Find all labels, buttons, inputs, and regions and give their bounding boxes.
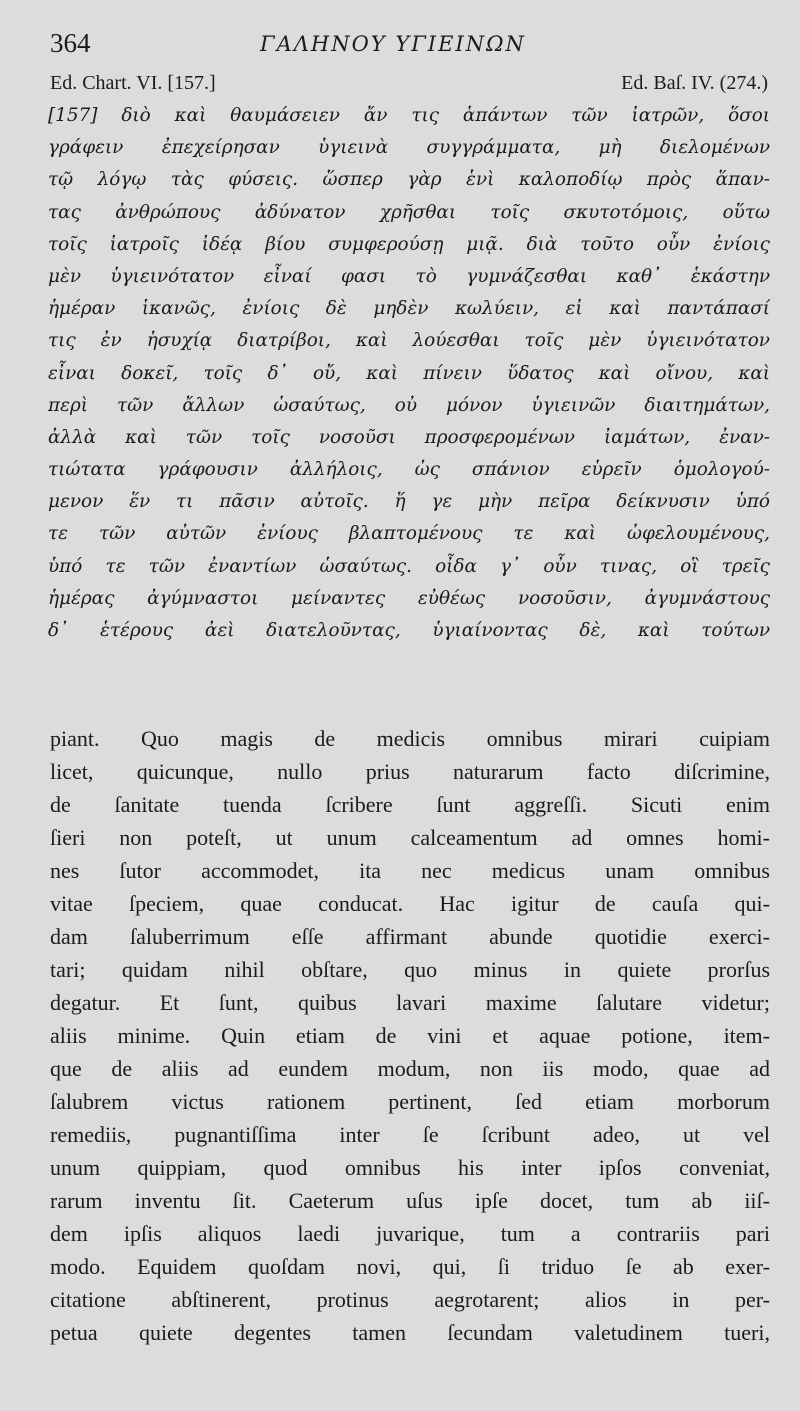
latin-text-line: licet, quicunque, nullo prius naturarum facto diſcrimine,: [50, 759, 770, 784]
greek-text-line: τε τῶν αὐτῶν ἐνίους βλαπτομένους τε καὶ ὠφελουμένους,: [48, 523, 770, 545]
greek-text-line: ἡμέρας ἀγύμναστοι μείναντες εὐθέως νοσοῦσιν, ἀγυμνάστους: [48, 587, 770, 609]
running-title: ΓΑΛΗΝΟΥ ΥΓΙΕΙΝΩΝ: [260, 32, 526, 56]
latin-text-line: vitae ſpeciem, quae conducat. Hac igitur de cauſa qui-: [50, 891, 770, 916]
latin-text-line: piant. Quo magis de medicis omnibus mirari cuipiam: [50, 726, 770, 751]
greek-text-line: τιώτατα γράφουσιν ἀλλήλοις, ὡς σπάνιον εὑρεῖν ὁμολογού-: [48, 459, 770, 481]
latin-text-line: rarum inventu ſit. Caeterum uſus ipſe docet, tum ab iiſ-: [50, 1188, 770, 1213]
latin-text-line: de ſanitate tuenda ſcribere ſunt aggreſſi. Sicuti enim: [50, 792, 770, 817]
latin-text-line: que de aliis ad eundem modum, non iis modo, quae ad: [50, 1056, 770, 1081]
latin-text-line: petua quiete degentes tamen ſecundam valetudinem tueri,: [50, 1320, 770, 1345]
latin-text-line: dem ipſis aliquos laedi juvarique, tum a contrariis pari: [50, 1221, 770, 1246]
greek-text-line: τοῖς ἰατροῖς ἰδέᾳ βίου συμφερούσῃ μιᾷ. διὰ τοῦτο οὖν ἐνίοις: [48, 233, 770, 255]
greek-text-block: [48, 100, 770, 647]
greek-text-line: ἡμέραν ἱκανῶς, ἐνίοις δὲ μηδὲν κωλύειν, εἰ καὶ παντάπασί: [48, 298, 770, 320]
latin-text-line: degatur. Et ſunt, quibus lavari maxime ſalutare videtur;: [50, 990, 770, 1015]
greek-text-line: [157] διὸ καὶ θαυμάσειεν ἄν τις ἁπάντων τῶν ἰατρῶν, ὅσοι: [48, 105, 770, 126]
greek-text-line: μενον ἕν τι πᾶσιν αὐτοῖς. ἥ γε μὴν πεῖρα δείκνυσιν ὑπό: [48, 491, 770, 513]
latin-text-line: ſalubrem victus rationem pertinent, ſed etiam morborum: [50, 1089, 770, 1114]
greek-text-line: μὲν ὑγιεινότατον εἶναί φασι τὸ γυμνάζεσθαι καθ᾽ ἑκάστην: [48, 265, 770, 287]
latin-text-line: aliis minime. Quin etiam de vini et aquae potione, item-: [50, 1023, 770, 1048]
latin-text-line: dam ſaluberrimum eſſe affirmant abunde quotidie exerci-: [50, 924, 770, 949]
greek-text-line: τις ἐν ἡσυχίᾳ διατρίβοι, καὶ λούεσθαι τοῖς μὲν ὑγιεινότατον: [48, 330, 770, 352]
greek-text-line: δ᾽ ἑτέρους ἀεὶ διατελοῦντας, ὑγιαίνοντας δὲ, καὶ τούτων: [48, 620, 770, 641]
page-number: 364: [50, 28, 91, 58]
latin-text-line: remediis, pugnantiſſima inter ſe ſcribunt adeo, ut vel: [50, 1122, 770, 1147]
latin-text-line: citatione abſtinerent, protinus aegrotarent; alios in per-: [50, 1287, 770, 1312]
latin-text-line: modo. Equidem quoſdam novi, qui, ſi triduo ſe ab exer-: [50, 1254, 770, 1279]
greek-text-line: ὑπό τε τῶν ἐναντίων ὡσαύτως. οἶδα γ᾽ οὖν τινας, οἳ τρεῖς: [48, 555, 770, 577]
greek-text-line: τας ἀνθρώπους ἀδύνατον χρῆσθαι τοῖς σκυτοτόμοις, οὕτω: [48, 201, 770, 223]
latin-text-line: unum quippiam, quod omnibus his inter ipſos conveniat,: [50, 1155, 770, 1180]
edition-reference-chartier: Ed. Chart. VI. [157.]: [50, 72, 216, 94]
greek-text-line: γράφειν ἐπεχείρησαν ὑγιεινὰ συγγράμματα, μὴ διελομένων: [48, 137, 770, 159]
edition-references: [50, 72, 768, 98]
latin-text-block: [50, 722, 770, 1349]
greek-text-line: περὶ τῶν ἄλλων ὡσαύτως, οὐ μόνον ὑγιεινῶν διαιτημάτων,: [48, 394, 770, 416]
latin-text-line: tari; quidam nihil obſtare, quo minus in quiete prorſus: [50, 957, 770, 982]
greek-text-line: τῷ λόγῳ τὰς φύσεις. ὥσπερ γὰρ ἑνὶ καλοποδίῳ πρὸς ἅπαν-: [48, 169, 770, 191]
latin-text-line: nes ſutor accommodet, ita nec medicus unam omnibus: [50, 858, 770, 883]
latin-text-line: ſieri non poteſt, ut unum calceamentum ad omnes homi-: [50, 825, 770, 850]
greek-text-line: ἀλλὰ καὶ τῶν τοῖς νοσοῦσι προσφερομένων ἰαμάτων, ἐναν-: [48, 426, 770, 448]
edition-reference-basel: Ed. Baſ. IV. (274.): [621, 72, 768, 94]
greek-text-line: εἶναι δοκεῖ, τοῖς δ᾽ οὔ, καὶ πίνειν ὕδατος καὶ οἴνου, καὶ: [48, 362, 770, 384]
page-header: [50, 28, 770, 68]
